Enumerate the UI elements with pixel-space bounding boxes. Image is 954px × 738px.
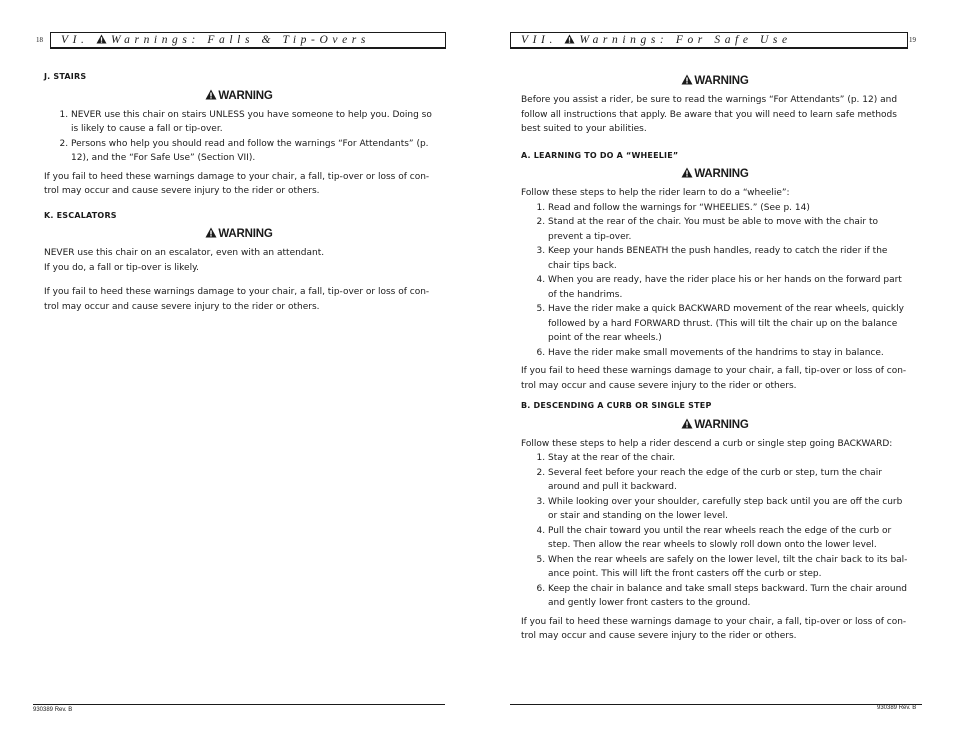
list-item: 3. While looking over your shoulder, carefully step back until you are off the curb or stair and standing on the lower level.: [548, 495, 909, 524]
chapter-title: Warnings: For Safe Use: [579, 34, 792, 46]
warning-triangle-icon: [96, 34, 107, 44]
list-item: 4. When you are ready, have the rider place his or her hands on the forward part of the handrims.: [548, 273, 909, 302]
warning-label: WARNING: [694, 168, 749, 180]
wheelie-steps: [521, 201, 909, 361]
list-item: 1. NEVER use this chair on stairs UNLESS you have someone to help you. Doing so is likely to cause a fall or tip-over.: [71, 108, 434, 137]
warning-triangle-icon: [681, 418, 693, 429]
warning-heading: [521, 74, 909, 89]
consequence-text: If you fail to heed these warnings damage to your chair, a fall, tip-over or loss of con-trol may occur and cause severe injury to the rider or others.: [521, 616, 907, 641]
list-item: 2. Persons who help you should read and follow the warnings “For Attendants” (p. 12), and the “For Safe Use” (Section VII).: [71, 137, 434, 166]
warning-triangle-icon: [681, 74, 693, 85]
list-item: 3. Keep your hands BENEATH the push handles, ready to catch the rider if the chair tips back.: [548, 244, 909, 273]
stairs-list: [44, 108, 434, 166]
list-item: 1. Stay at the rear of the chair.: [548, 451, 909, 466]
section-label-wheelie: A. LEARNING TO DO A “WHEELIE”: [521, 150, 679, 160]
warning-triangle-icon: [205, 89, 217, 100]
chapter-header: [50, 32, 446, 49]
section-label-stairs: J. STAIRS: [44, 72, 87, 81]
chapter-roman: VI.: [61, 34, 89, 46]
warning-triangle-icon: [564, 34, 575, 44]
page-number: 19: [909, 36, 916, 44]
list-item: 1. Read and follow the warnings for “WHEELIES.” (See p. 14): [548, 201, 909, 216]
chapter-title: Warnings: Falls & Tip-Overs: [111, 34, 370, 46]
curb-steps: [521, 451, 909, 611]
footer-rule: [33, 704, 445, 705]
right-content: [521, 72, 909, 650]
section-label-curb: B. DESCENDING A CURB OR SINGLE STEP: [521, 401, 712, 410]
lead-text: Follow these steps to help the rider learn to do a “wheelie”:: [521, 188, 790, 198]
list-item: 6. Keep the chair in balance and take small steps backward. Turn the chair around and gently lower front casters to the ground.: [548, 582, 909, 611]
chapter-roman: VII.: [521, 34, 557, 46]
footer-rule: [510, 704, 922, 705]
warning-label: WARNING: [694, 418, 749, 431]
list-item: 2. Several feet before your reach the edge of the curb or step, turn the chair around and pull it backward.: [548, 466, 909, 495]
list-item: 5. Have the rider make a quick BACKWARD movement of the rear wheels, quickly followed by a hard FORWARD thrust. (This will tilt the chair up on the balance point of the rear wheels.): [548, 302, 909, 346]
warning-heading: [521, 167, 909, 182]
warning-label: WARNING: [218, 228, 273, 240]
escalator-line: NEVER use this chair on an escalator, even with an attendant.: [44, 248, 325, 258]
consequence-text: If you fail to heed these warnings damage to your chair, a fall, tip-over or loss of con-trol may occur and cause severe injury to the rider or others.: [44, 171, 430, 196]
list-item: 5. When the rear wheels are safely on the lower level, tilt the chair back to its bal-ance point. This will lift the front casters off the curb or step.: [548, 553, 909, 582]
intro-text: Before you assist a rider, be sure to read the warnings “For Attendants” (p. 12) and follow all instructions that apply. Be aware that you will need to learn safe methods best suited to your abilities.: [521, 95, 898, 134]
list-item: 4. Pull the chair toward you until the rear wheels reach the edge of the curb or step. Then allow the rear wheels to slowly roll down onto the lower level.: [548, 524, 909, 553]
lead-text: Follow these steps to help a rider descend a curb or single step going BACKWARD:: [521, 438, 893, 449]
page-number: 18: [36, 36, 43, 44]
escalator-line: If you do, a fall or tip-over is likely.: [44, 262, 199, 273]
list-item: 2. Stand at the rear of the chair. You must be able to move with the chair to prevent a tip-over.: [548, 215, 909, 244]
footer-text: 930389 Rev. B: [33, 707, 73, 713]
warning-heading: [521, 418, 909, 433]
warning-heading: [44, 227, 434, 242]
warning-label: WARNING: [694, 75, 749, 87]
warning-heading: [44, 89, 434, 104]
warning-triangle-icon: [681, 167, 693, 178]
right-page: [477, 0, 954, 738]
warning-triangle-icon: [205, 227, 217, 238]
consequence-text: If you fail to heed these warnings damage to your chair, a fall, tip-over or loss of con-trol may occur and cause severe injury to the rider or others.: [521, 366, 907, 391]
chapter-header: [510, 32, 908, 49]
section-label-escalators: K. ESCALATORS: [44, 210, 117, 220]
footer-text: 930389 Rev. B: [877, 705, 917, 711]
list-item: 6. Have the rider make small movements of the handrims to stay in balance.: [548, 346, 909, 361]
warning-label: WARNING: [218, 89, 273, 102]
consequence-text: If you fail to heed these warnings damage to your chair, a fall, tip-over or loss of con-trol may occur and cause severe injury to the rider or others.: [44, 287, 430, 312]
left-content: [44, 70, 434, 320]
